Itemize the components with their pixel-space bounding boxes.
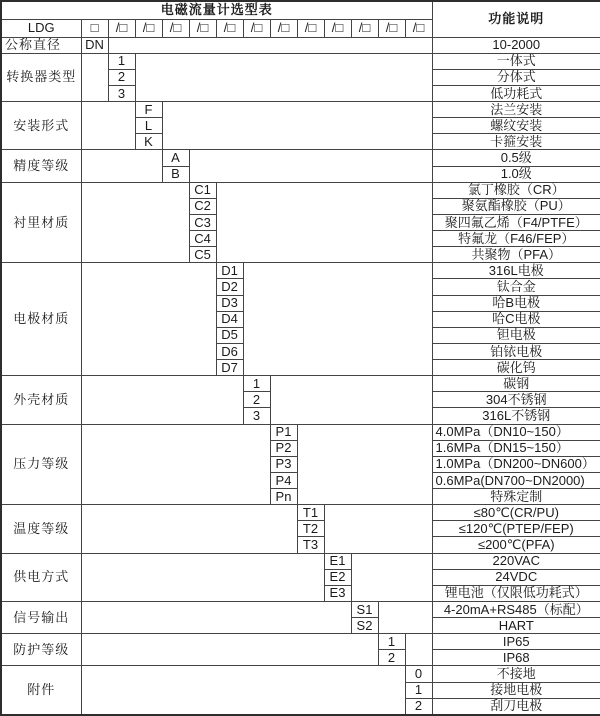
category-label-temperature: 温度等级 xyxy=(1,505,81,553)
option-code: C4 xyxy=(189,231,216,247)
spacer-cell xyxy=(378,601,432,633)
option-desc: 钛合金 xyxy=(432,279,600,295)
option-desc: 4.0MPa（DN10~150） xyxy=(432,424,600,440)
option-code: T2 xyxy=(297,521,324,537)
category-label-accuracy: 精度等级 xyxy=(1,150,81,182)
option-code: L xyxy=(135,118,162,134)
option-code: 1 xyxy=(243,376,270,392)
spacer-cell xyxy=(81,376,243,424)
dn-desc: 10-2000 xyxy=(432,37,600,53)
spacer-cell xyxy=(324,505,432,553)
option-desc: 一体式 xyxy=(432,53,600,69)
option-desc: 分体式 xyxy=(432,69,600,85)
option-code: 3 xyxy=(243,408,270,424)
option-desc: 1.6MPa（DN15~150） xyxy=(432,440,600,456)
option-desc: 316L不锈钢 xyxy=(432,408,600,424)
option-desc: 不接地 xyxy=(432,666,600,682)
option-desc: IP65 xyxy=(432,634,600,650)
spacer-cell xyxy=(243,263,432,376)
option-code: C5 xyxy=(189,247,216,263)
option-code: E2 xyxy=(324,569,351,585)
category-label-pressure: 压力等级 xyxy=(1,424,81,505)
option-code: 3 xyxy=(108,85,135,101)
option-desc: 铂铱电极 xyxy=(432,343,600,359)
option-code: C1 xyxy=(189,182,216,198)
option-desc: IP68 xyxy=(432,650,600,666)
function-header: 功能说明 xyxy=(432,1,600,37)
option-code: B xyxy=(162,166,189,182)
option-code: F xyxy=(135,102,162,118)
category-label-housing: 外壳材质 xyxy=(1,376,81,424)
category-label-converter-type: 转换器类型 xyxy=(1,53,81,101)
option-code: D7 xyxy=(216,360,243,376)
option-code: K xyxy=(135,134,162,150)
option-desc: 特氟龙（F46/FEP） xyxy=(432,231,600,247)
model-segment: /□ xyxy=(243,19,270,37)
spacer-cell xyxy=(135,53,432,101)
option-desc: 哈B电极 xyxy=(432,295,600,311)
option-code: P1 xyxy=(270,424,297,440)
option-code: P4 xyxy=(270,472,297,488)
spacer-cell xyxy=(297,424,432,505)
category-label-accessories: 附件 xyxy=(1,666,81,715)
category-label-signal-output: 信号输出 xyxy=(1,601,81,633)
model-segment: /□ xyxy=(297,19,324,37)
spacer-cell xyxy=(405,634,432,666)
option-desc: ≤200℃(PFA) xyxy=(432,537,600,553)
option-code: D1 xyxy=(216,263,243,279)
option-desc: ≤80℃(CR/PU) xyxy=(432,505,600,521)
model-segment: /□ xyxy=(162,19,189,37)
category-label-installation: 安装形式 xyxy=(1,102,81,150)
option-code: 2 xyxy=(243,392,270,408)
option-code: T1 xyxy=(297,505,324,521)
option-desc: ≤120℃(PTEP/FEP) xyxy=(432,521,600,537)
spacer-cell xyxy=(81,505,297,553)
spacer-cell xyxy=(81,424,270,505)
spacer-cell xyxy=(81,553,324,601)
option-code: D6 xyxy=(216,343,243,359)
option-code: E3 xyxy=(324,585,351,601)
model-prefix: LDG xyxy=(1,19,81,37)
spacer-cell xyxy=(81,150,162,182)
spacer-cell xyxy=(216,182,432,263)
option-code: D5 xyxy=(216,327,243,343)
table-title: 电磁流量计选型表 xyxy=(1,1,432,19)
option-desc: 卡箍安装 xyxy=(432,134,600,150)
option-desc: 4-20mA+RS485（标配） xyxy=(432,601,600,617)
option-desc: 220VAC xyxy=(432,553,600,569)
model-segment: /□ xyxy=(189,19,216,37)
spacer-cell xyxy=(81,102,135,150)
option-desc: 法兰安装 xyxy=(432,102,600,118)
option-code: 2 xyxy=(378,650,405,666)
option-desc: 氯丁橡胶（CR） xyxy=(432,182,600,198)
spacer-cell xyxy=(81,263,216,376)
option-desc: 锂电池（仅限低功耗式） xyxy=(432,585,600,601)
option-code: E1 xyxy=(324,553,351,569)
spacer-cell xyxy=(162,102,432,150)
option-code: 2 xyxy=(108,69,135,85)
option-desc: 24VDC xyxy=(432,569,600,585)
option-code: D4 xyxy=(216,311,243,327)
option-code: C3 xyxy=(189,214,216,230)
option-code: 0 xyxy=(405,666,432,682)
option-desc: 钽电极 xyxy=(432,327,600,343)
option-desc: 碳化钨 xyxy=(432,360,600,376)
spacer-cell xyxy=(351,553,432,601)
option-desc: 聚氨酯橡胶（PU） xyxy=(432,198,600,214)
model-segment: /□ xyxy=(270,19,297,37)
spacer-cell xyxy=(189,150,432,182)
option-desc: 低功耗式 xyxy=(432,85,600,101)
dn-label: 公称直径 xyxy=(1,37,81,53)
spacer-cell xyxy=(108,37,432,53)
category-label-lining: 衬里材质 xyxy=(1,182,81,263)
option-code: T3 xyxy=(297,537,324,553)
dn-code: DN xyxy=(81,37,108,53)
spacer-cell xyxy=(270,376,432,424)
option-code: A xyxy=(162,150,189,166)
option-code: P3 xyxy=(270,456,297,472)
option-desc: 0.6MPa(DN700~DN2000) xyxy=(432,472,600,488)
option-code: P2 xyxy=(270,440,297,456)
option-code: 2 xyxy=(405,698,432,715)
option-code: 1 xyxy=(405,682,432,698)
model-segment: /□ xyxy=(216,19,243,37)
option-desc: 316L电极 xyxy=(432,263,600,279)
option-code: S1 xyxy=(351,601,378,617)
option-desc: 1.0MPa（DN200~DN600） xyxy=(432,456,600,472)
option-desc: 刮刀电极 xyxy=(432,698,600,715)
option-desc: 304不锈钢 xyxy=(432,392,600,408)
model-segment: /□ xyxy=(405,19,432,37)
category-label-power-supply: 供电方式 xyxy=(1,553,81,601)
model-box: □ xyxy=(81,19,108,37)
category-label-electrode: 电极材质 xyxy=(1,263,81,376)
model-segment: /□ xyxy=(351,19,378,37)
option-desc: 螺纹安装 xyxy=(432,118,600,134)
category-label-protection: 防护等级 xyxy=(1,634,81,666)
option-desc: HART xyxy=(432,618,600,634)
option-desc: 接地电极 xyxy=(432,682,600,698)
option-desc: 共聚物（PFA） xyxy=(432,247,600,263)
option-desc: 1.0级 xyxy=(432,166,600,182)
option-code: C2 xyxy=(189,198,216,214)
option-code: 1 xyxy=(108,53,135,69)
option-desc: 0.5级 xyxy=(432,150,600,166)
option-code: S2 xyxy=(351,618,378,634)
option-desc: 聚四氟乙烯（F4/PTFE） xyxy=(432,214,600,230)
spacer-cell xyxy=(81,182,189,263)
spacer-cell xyxy=(81,601,351,633)
option-code: Pn xyxy=(270,489,297,505)
model-segment: /□ xyxy=(378,19,405,37)
option-code: D3 xyxy=(216,295,243,311)
option-code: 1 xyxy=(378,634,405,650)
option-desc: 哈C电极 xyxy=(432,311,600,327)
spacer-cell xyxy=(81,53,108,101)
option-desc: 特殊定制 xyxy=(432,489,600,505)
model-segment: /□ xyxy=(108,19,135,37)
option-code: D2 xyxy=(216,279,243,295)
model-segment: /□ xyxy=(324,19,351,37)
spacer-cell xyxy=(81,634,378,666)
option-desc: 碳钢 xyxy=(432,376,600,392)
spacer-cell xyxy=(81,666,405,715)
model-segment: /□ xyxy=(135,19,162,37)
